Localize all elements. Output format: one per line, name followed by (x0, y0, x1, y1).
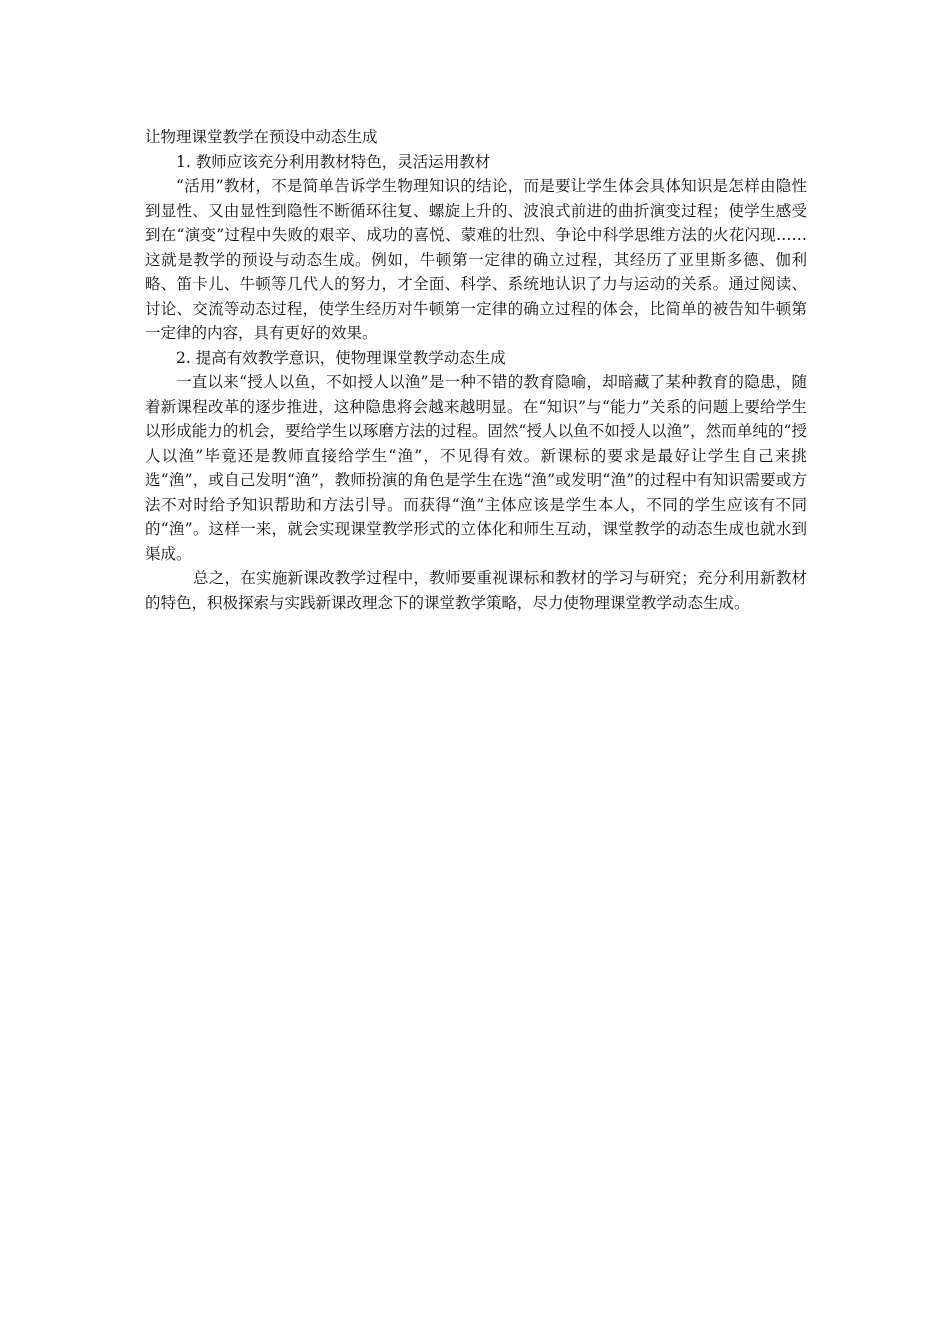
section-2-heading: 2. 提高有效教学意识，使物理课堂教学动态生成 (176, 348, 506, 367)
section-2-paragraph: 一直以来“授人以鱼，不如授人以渔”是一种不错的教育隐喻，却暗藏了某种教育的隐患，随着新课程改革的逐步推进，这种隐患将会越来越明显。在“知识”与“能力”关系的问题上要给学生以形成能力的机会，要给学生以琢磨方法的过程。固然“授人以鱼不如授人以渔”，然而单纯的“授人以渔”毕竟还是教师直接给学生“渔”，不见得有效。新课标的要求是最好让学生自己来挑选“渔”，或自己发明“渔”，教师扮演的角色是学生在选“渔”或发明“渔”的过程中有知识需要或方法不对时给予知识帮助和方法引导。而获得“渔”主体应该是学生本人，不同的学生应该有不同的“渔”。这样一来，就会实现课堂教学形式的立体化和师生互动，课堂教学的动态生成也就水到渠成。 (145, 373, 807, 563)
conclusion-paragraph: 总之，在实施新课改教学过程中，教师要重视课标和教材的学习与研究；充分利用新教材的特色，积极探索与实践新课改理念下的课堂教学策略，尽力使物理课堂教学动态生成。 (145, 569, 807, 612)
document-title: 让物理课堂教学在预设中动态生成 (145, 128, 378, 146)
section-1-heading: 1. 教师应该充分利用教材特色，灵活运用教材 (176, 152, 491, 171)
document-page (145, 125, 807, 615)
section-1-paragraph: “活用”教材，不是简单告诉学生物理知识的结论，而是要让学生体会具体知识是怎样由隐性到显性、又由显性到隐性不断循环往复、螺旋上升的、波浪式前进的曲折演变过程；使学生感受到在“演变”过程中失败的艰辛、成功的喜悦、蒙难的壮烈、争论中科学思维方法的火花闪现……这就是教学的预设与动态生成。例如，牛顿第一定律的确立过程，其经历了亚里斯多德、伽利略、笛卡儿、牛顿等几代人的努力，才全面、科学、系统地认识了力与运动的关系。通过阅读、讨论、交流等动态过程，使学生经历对牛顿第一定律的确立过程的体会，比简单的被告知牛顿第一定律的内容，具有更好的效果。 (145, 177, 807, 342)
